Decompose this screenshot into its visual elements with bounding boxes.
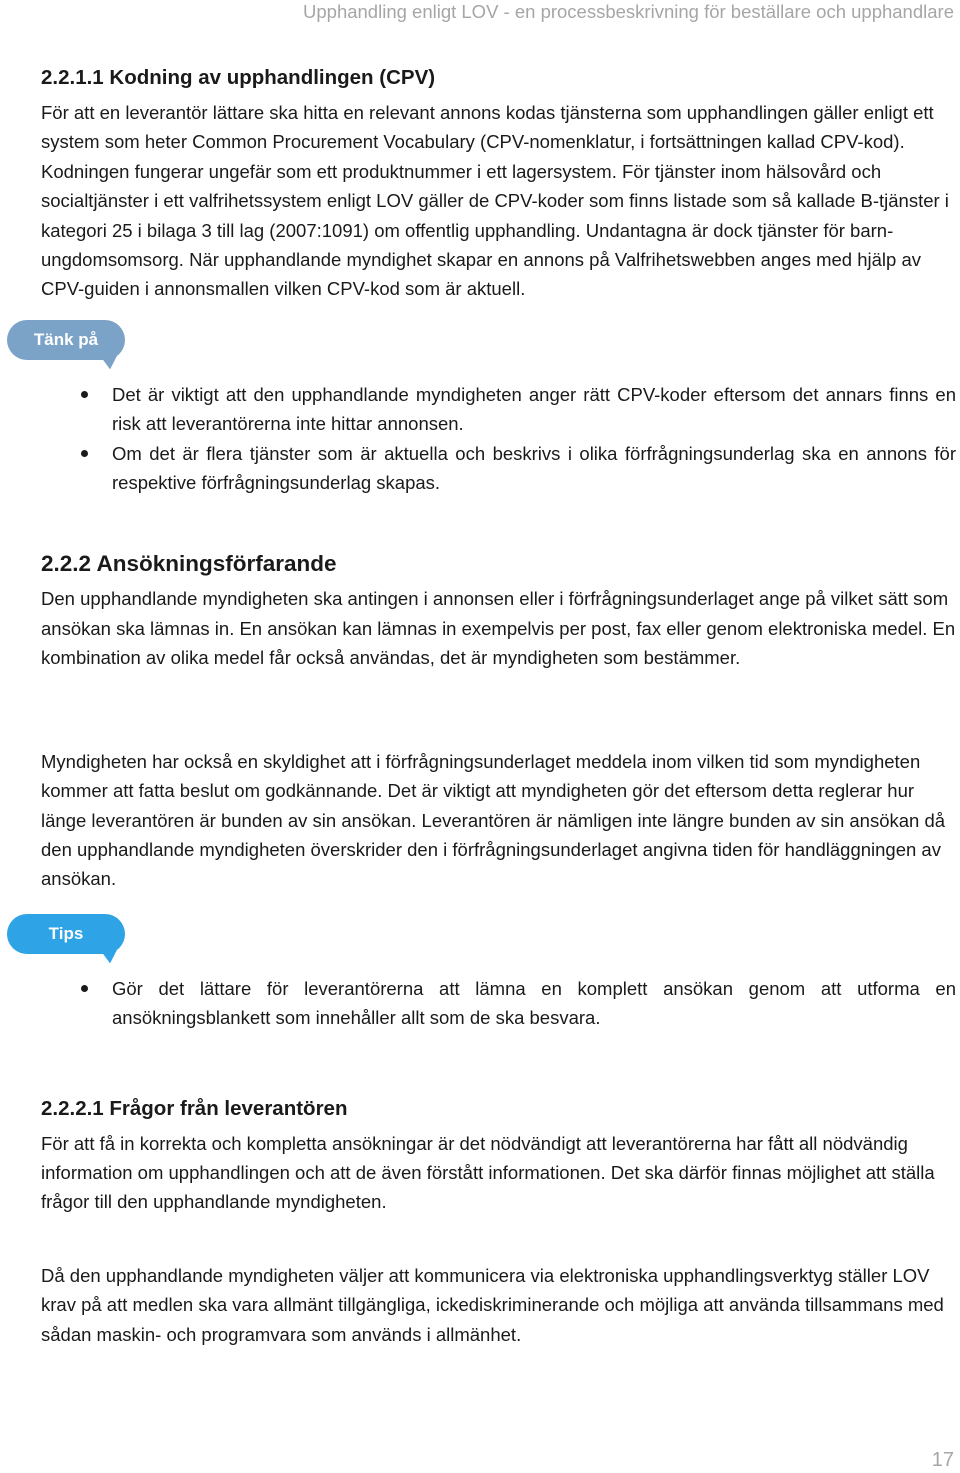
paragraph-ansokning-1: Den upphandlande myndigheten ska antingen i annonsen eller i förfrågningsunderlaget ange på vilket sätt som ansökan ska lämnas in. En ansökan kan lämnas in exempelvis per post, fax eller genom elektroniska medel. En kombination av olika medel får också användas, det är myndigheten som bestämmer. [41,588,956,669]
bullet-icon [81,391,88,398]
callout-think-label: Tänk på [33,329,99,349]
list-item-text: Gör det lättare för leverantörerna att lämna en komplett ansökan genom att utforma en ansökningsblankett som innehåller allt som de ska besvara. [112,977,956,1029]
list-item-text: Om det är flera tjänster som är aktuella och beskrivs i olika förfrågningsunderlag ska en annons för respektive förfrågningsunderlag skapas. [112,442,956,494]
bullet-icon [81,450,88,457]
list-item-text: Det är viktigt att den upphandlande myndigheten anger rätt CPV-koder eftersom det annars finns en risk att leverantörerna inte hittar annonsen. [112,383,956,435]
paragraph-fragor-1: För att få in korrekta och kompletta ansökningar är det nödvändigt att leverantörerna har fått all nödvändig information om upphandlingen och att de även förstått informationen. Det ska därför finnas möjlighet att ställa frågor till den upphandlande myndigheten. [41,1132,935,1213]
callout-tips [7,914,956,962]
list-item [41,439,956,498]
paragraph-cpv: För att en leverantör lättare ska hitta en relevant annons kodas tjänsterna som upphandlingen gäller enligt ett system som heter Common Procurement Vocabulary (CPV-nomenklatur, i fortsättningen kallad CPV-kod). Kodningen fungerar ungefär som ett produktnummer i ett lagersystem. För tjänster inom hälsovård och socialtjänster i ett valfrihetssystem enligt LOV gäller de CPV-koder som finns listade som så kallade B-tjänster i kategori 25 i bilaga 3 till lag (2007:1091) om offentlig upphandling. Undantagna är dock tjänster för barn- ungdomsomsorg. När upphandlande myndighet skapar en annons på Valfrihetswebben anges med hjälp av CPV-guiden i annonsmallen vilken CPV-kod som är aktuell. [41,102,949,300]
section-heading-fragor: 2.2.2.1 Frågor från leverantören [41,1096,348,1120]
page-content [33,64,956,1349]
callout-think [7,320,956,368]
callout-think-list [41,380,956,498]
bullet-icon [81,985,88,992]
page-number: 17 [931,1449,954,1471]
section-heading-ansokning: 2.2.2 Ansökningsförfarande [41,551,337,577]
callout-tips-bubble [7,914,125,954]
section-heading-cpv: 2.2.1.1 Kodning av upphandlingen (CPV) [41,66,436,89]
running-header: Upphandling enligt LOV - en processbeskrivning för beställare och upphandlare [303,1,954,22]
callout-tips-label: Tips [48,923,84,943]
paragraph-fragor-2: Då den upphandlande myndigheten väljer att kommunicera via elektroniska upphandlingsverktyg ställer LOV krav på att medlen ska vara allmänt tillgängliga, ickediskriminerande och möjliga att använda tillsammans med sådan maskin- och programvara som används i allmänhet. [41,1264,944,1345]
callout-tips-list [41,974,956,1033]
list-item [41,380,956,439]
paragraph-ansokning-2: Myndigheten har också en skyldighet att i förfrågningsunderlaget meddela inom vilken tid som myndigheten kommer att fatta beslut om godkännande. Det är viktigt att myndigheten gör det eftersom detta reglerar hur länge leverantören är bunden av sin ansökan. Leverantören är nämligen inte längre bunden av sin ansökan då den upphandlande myndigheten överskrider den i förfrågningsunderlaget angivna tiden för handläggningen av ansökan. [41,750,946,890]
list-item [41,974,956,1033]
callout-think-bubble [7,320,125,360]
